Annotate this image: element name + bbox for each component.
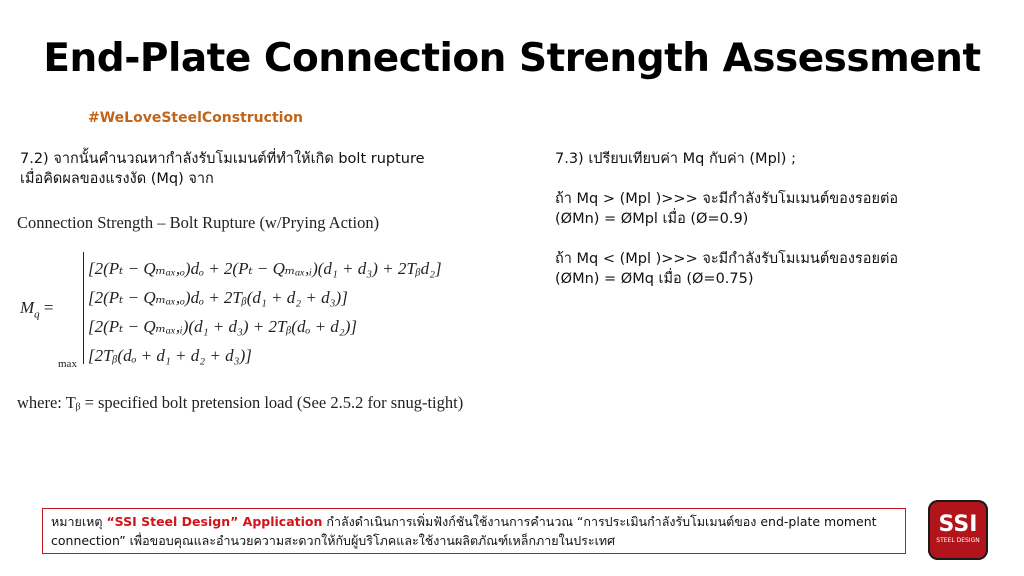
equation-caption: Connection Strength – Bolt Rupture (w/Prying Action): [17, 213, 380, 232]
lhs-subscript: q: [34, 308, 40, 321]
condition-greater-line-2: (ØMn) = ØMpl เมื่อ (Ø=0.9): [555, 211, 749, 227]
condition-less: [555, 249, 995, 289]
note-prefix: หมายเหตุ: [51, 514, 107, 529]
equation-line-1: [2(Pₜ − Qₘₐₓ,ₒ)dₒ + 2(Pₜ − Qₘₐₓ,ᵢ)(d₁ + d₃) + 2Tᵦd₂]: [88, 259, 442, 278]
lhs-symbol: M: [20, 298, 35, 317]
note-box: [42, 508, 906, 554]
condition-greater: [555, 189, 995, 229]
note-text: กำลังดำเนินการเพิ่มฟังก์ชันใช้งานการคำนวณ “การประเมินกำลังรับโมเมนต์ของ end-plate moment connection” เพื่อขอบคุณและอำนวยความสะดวกให้กับผู้บริโภคและใช้งานผลิตภัณฑ์เหล็กภายในประเทศ: [51, 514, 877, 548]
section-7-3-heading: 7.3) เปรียบเทียบค่า Mq กับค่า (Mpl) ;: [555, 151, 796, 167]
logo-text: SSI: [938, 512, 978, 537]
equation-line-4: [2Tᵦ(dₒ + d₁ + d₂ + d₃)]: [88, 346, 252, 365]
note-app-name: “SSI Steel Design” Application: [106, 514, 323, 529]
hashtag-label: #WeLoveSteelConstruction: [88, 110, 304, 126]
equation-line-3: [2(Pₜ − Qₘₐₓ,ᵢ)(d₁ + d₃) + 2Tᵦ(dₒ + d₂)]: [88, 317, 357, 336]
equation-line-2: [2(Pₜ − Qₘₐₓ,ₒ)dₒ + 2Tᵦ(d₁ + d₂ + d₃)]: [88, 288, 348, 307]
equation-where-note: where: Tᵦ = specified bolt pretension load (See 2.5.2 for snug-tight): [17, 393, 464, 412]
heading-line-2: เมื่อคิดผลของแรงงัด (Mq) จาก: [20, 171, 214, 187]
equation-brace: [83, 252, 84, 364]
heading-line-1: 7.2) จากนั้นคำนวณหากำลังรับโมเมนต์ที่ทำให้เกิด bolt rupture: [20, 151, 425, 167]
equation-max-label: max: [58, 358, 77, 370]
condition-less-line-2: (ØMn) = ØMq เมื่อ (Ø=0.75): [555, 271, 754, 287]
condition-less-line-1: ถ้า Mq < (Mpl )>>> จะมีกำลังรับโมเมนต์ของรอยต่อ: [555, 251, 899, 267]
page-title: End-Plate Connection Strength Assessment: [43, 36, 981, 81]
ssi-logo: [928, 500, 988, 560]
section-7-2-heading: [20, 149, 510, 189]
equation-lines: [88, 254, 442, 370]
equation-lhs: $M_q$ =: [20, 298, 54, 321]
section-7-3: [555, 149, 995, 309]
condition-greater-line-1: ถ้า Mq > (Mpl )>>> จะมีกำลังรับโมเมนต์ของรอยต่อ: [555, 191, 899, 207]
logo-subtext: STEEL DESIGN: [936, 537, 980, 544]
